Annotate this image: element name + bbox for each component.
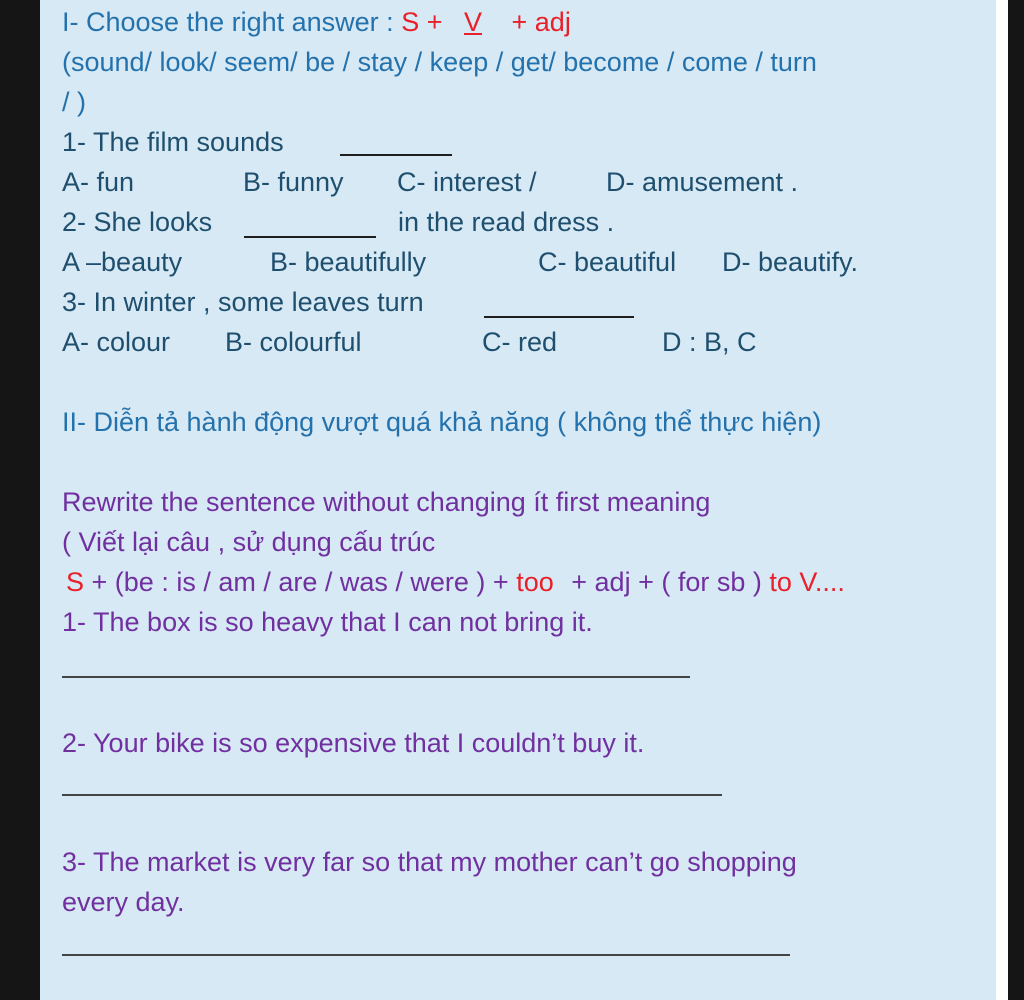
q3-option-d: D : B, C <box>662 327 757 357</box>
section2-heading: II- Diễn tả hành động vượt quá khả năng ( không thể thực hiện) <box>62 407 822 437</box>
structure-adj: + adj + ( for sb ) <box>571 567 762 597</box>
rewrite-sentence-1: 1- The box is so heavy that I can not bring it. <box>62 607 593 637</box>
section1-heading-text: I- Choose the right answer : <box>62 7 394 37</box>
q2-option-c: C- beautiful <box>538 247 677 277</box>
q3-option-c: C- red <box>482 327 558 357</box>
structure-s: S <box>66 567 85 597</box>
formula-adj: + adj <box>511 7 571 37</box>
q3-option-a: A- colour <box>62 327 171 357</box>
structure-be: + (be : is / am / are / was / were ) + <box>91 567 509 597</box>
structure-too: too <box>516 567 554 597</box>
question-2-tail: in the read dress . <box>398 207 615 237</box>
q1-option-c: C- interest / <box>397 167 537 197</box>
verb-list-line2: / ) <box>62 87 86 117</box>
answer-line-3 <box>62 954 790 956</box>
question-1-stem: 1- The film sounds <box>62 127 284 157</box>
slide-border <box>996 0 1008 1000</box>
rewrite-instruction: Rewrite the sentence without changing ít first meaning <box>62 487 711 517</box>
formula-s: S + <box>401 7 443 37</box>
question-3-stem: 3- In winter , some leaves turn <box>62 287 424 317</box>
structure-tov: to V.... <box>769 567 845 597</box>
q1-option-d: D- amusement . <box>606 167 799 197</box>
question-1-blank <box>340 154 452 156</box>
q3-option-b: B- colourful <box>225 327 362 357</box>
rewrite-sentence-2: 2- Your bike is so expensive that I couldn’t buy it. <box>62 728 645 758</box>
question-2-stem: 2- She looks <box>62 207 213 237</box>
q2-option-b: B- beautifully <box>270 247 427 277</box>
q2-option-a: A –beauty <box>62 247 183 277</box>
section1-heading <box>62 6 571 38</box>
structure-formula <box>66 566 845 598</box>
verb-list-line1: (sound/ look/ seem/ be / stay / keep / get/ become / come / turn <box>62 47 817 77</box>
q2-option-d: D- beautify. <box>722 247 859 277</box>
answer-line-2 <box>62 794 722 796</box>
question-3-blank <box>484 316 634 318</box>
rewrite-instruction-vi: ( Viết lại câu , sử dụng cấu trúc <box>62 527 436 557</box>
formula-v: V <box>463 7 482 37</box>
question-2-blank <box>244 236 376 238</box>
answer-line-1 <box>62 676 690 678</box>
q1-option-a: A- fun <box>62 167 135 197</box>
rewrite-sentence-3: 3- The market is very far so that my mother can’t go shopping <box>62 847 797 877</box>
q1-option-b: B- funny <box>243 167 344 197</box>
rewrite-sentence-3-cont: every day. <box>62 887 185 917</box>
